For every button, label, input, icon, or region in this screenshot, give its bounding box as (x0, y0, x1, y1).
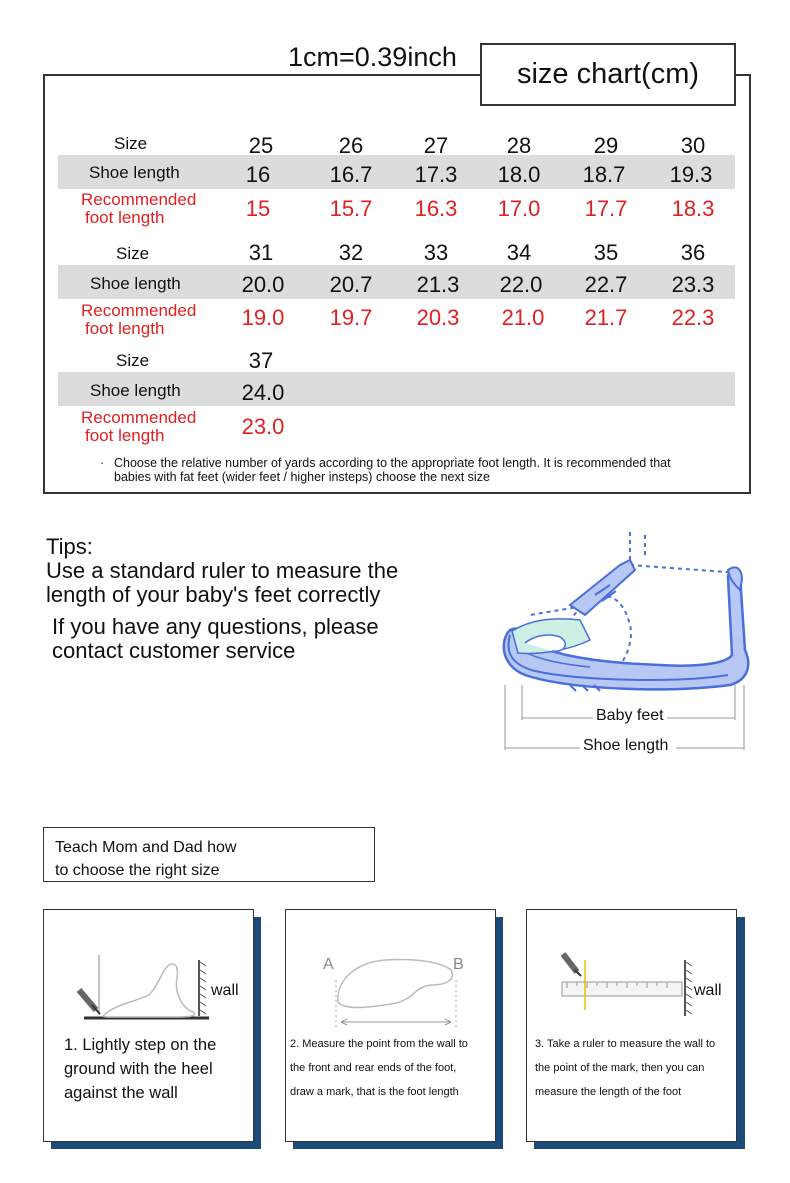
size-cell: 34 (506, 240, 532, 265)
shoe-length-cell: 24.0 (241, 380, 285, 405)
foot-length-cell: 15.7 (329, 196, 373, 221)
step1-line: ground with the heel (64, 1060, 213, 1078)
shoe-length-label: Shoe length (90, 381, 181, 400)
shoe-length-cell: 17.3 (414, 162, 458, 187)
size-cell: 25 (248, 133, 274, 158)
step2-line: the front and rear ends of the foot, (290, 1062, 457, 1074)
shoe-length-cell: 23.3 (671, 272, 715, 297)
teach-line: Teach Mom and Dad how (55, 839, 237, 856)
wall-label: wall (211, 982, 239, 999)
step3-line: the point of the mark, then you can (535, 1062, 705, 1074)
baby-feet-label: Baby feet (593, 707, 667, 725)
shoe-length-label: Shoe length (90, 274, 181, 293)
foot-length-cell: 21.7 (584, 305, 628, 330)
size-cell: 31 (248, 240, 274, 265)
foot-length-label: foot length (85, 208, 165, 227)
shoe-length-diagram-label: Shoe length (580, 737, 671, 755)
shoe-length-cell: 19.3 (669, 162, 713, 187)
shoe-length-cell: 22.0 (499, 272, 543, 297)
shoe-measure-illustration (490, 525, 755, 765)
size-label: Size (116, 351, 150, 370)
size-cell: 28 (506, 133, 532, 158)
recommended-label: Recommended (81, 408, 197, 427)
tips-block (46, 535, 398, 607)
step-card-2 (285, 909, 496, 1142)
size-cell: 35 (593, 240, 619, 265)
contact-line: If you have any questions, please (52, 614, 379, 639)
shoe-length-cell: 16.7 (329, 162, 373, 187)
foot-length-cell: 16.3 (414, 196, 458, 221)
foot-length-cell: 20.3 (416, 305, 460, 330)
recommended-label: Recommended (81, 301, 197, 320)
foot-length-cell: 18.3 (671, 196, 715, 221)
foot-length-cell: 21.0 (501, 305, 545, 330)
shoe-length-cell: 22.7 (584, 272, 628, 297)
foot-length-cell: 17.0 (497, 196, 541, 221)
size-label: Size (116, 244, 150, 263)
shoe-length-cell: 20.0 (241, 272, 285, 297)
size-cell: 30 (680, 133, 706, 158)
foot-length-label: foot length (85, 426, 165, 445)
shoe-length-cell: 20.7 (329, 272, 373, 297)
conversion-note: 1cm=0.39inch (288, 42, 457, 72)
foot-length-cell: 19.7 (329, 305, 373, 330)
point-b-label: B (453, 956, 464, 973)
size-cell: 32 (338, 240, 364, 265)
recommended-label: Recommended (81, 190, 197, 209)
step3-line: measure the length of the foot (535, 1086, 682, 1098)
foot-length-cell: 23.0 (241, 414, 285, 439)
shoe-length-cell: 18.0 (497, 162, 541, 187)
tips-heading: Tips: (46, 534, 93, 559)
size-cell: 29 (593, 133, 619, 158)
size-cell: 36 (680, 240, 706, 265)
size-cell: 33 (423, 240, 449, 265)
step-card-3 (526, 909, 737, 1142)
size-label: Size (114, 134, 148, 153)
contact-block (52, 615, 379, 663)
point-a-label: A (323, 956, 334, 973)
size-cell: 37 (248, 348, 274, 373)
size-chart-title: size chart(cm) (480, 43, 736, 106)
foot-length-cell: 19.0 (241, 305, 285, 330)
step-card-1 (43, 909, 254, 1142)
step2-line: 2. Measure the point from the wall to (290, 1038, 468, 1050)
step3-illustration (557, 950, 697, 1025)
foot-length-cell: 17.7 (584, 196, 628, 221)
foot-length-cell: 15 (245, 196, 271, 221)
tips-line: length of your baby's feet correctly (46, 582, 381, 607)
step2-text (290, 1032, 495, 1104)
teach-line: to choose the right size (55, 862, 220, 879)
note-line: Choose the relative number of yards according to the appropriate foot length. It is recommended that (114, 456, 671, 470)
size-cell: 27 (423, 133, 449, 158)
step2-line: draw a mark, that is the foot length (290, 1086, 459, 1098)
note-bullet: · (100, 456, 105, 470)
teach-heading-box (43, 827, 375, 882)
size-note (100, 456, 745, 484)
foot-length-label: foot length (85, 319, 165, 338)
step1-line: against the wall (64, 1084, 178, 1102)
tips-line: Use a standard ruler to measure the (46, 558, 399, 583)
shoe-length-cell: 21.3 (416, 272, 460, 297)
contact-line: contact customer service (52, 638, 296, 663)
step3-line: 3. Take a ruler to measure the wall to (535, 1038, 716, 1050)
size-cell: 26 (338, 133, 364, 158)
step1-illustration (74, 950, 214, 1025)
shoe-length-label: Shoe length (89, 163, 180, 182)
note-line: babies with fat feet (wider feet / higher insteps) choose the next size (114, 470, 490, 484)
step3-text (535, 1032, 737, 1104)
step1-text (64, 1033, 244, 1105)
shoe-length-cell: 16 (245, 162, 271, 187)
step2-illustration (316, 950, 476, 1030)
shoe-length-cell: 18.7 (582, 162, 626, 187)
foot-length-cell: 22.3 (671, 305, 715, 330)
step1-line: 1. Lightly step on the (64, 1036, 217, 1054)
wall-label: wall (694, 982, 722, 999)
